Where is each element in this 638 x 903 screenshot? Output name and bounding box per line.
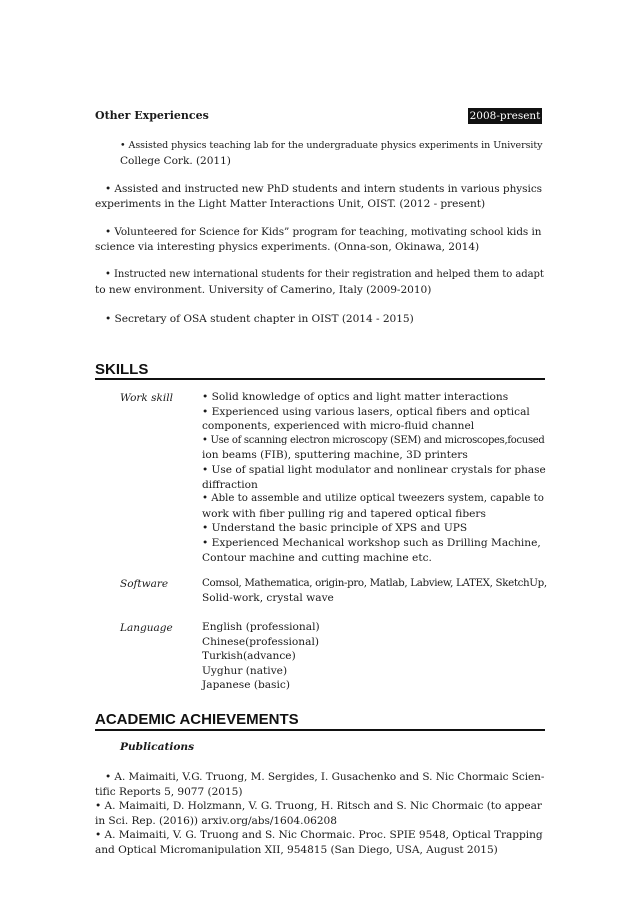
publication-line: • A. Maimaiti, D. Holzmann, V. G. Truong, H. Ritsch and S. Nic Chormaic (to appear <box>95 800 542 812</box>
other-experiences-title: Other Experiences <box>95 109 209 122</box>
publication-line: • A. Maimaiti, V. G. Truong and S. Nic Chormaic. Proc. SPIE 9548, Optical Trapping <box>95 829 543 841</box>
experience-line: • Instructed new international students for their registration and helped them to adapt <box>105 269 544 280</box>
work-skill-line: • Use of scanning electron microscopy (SEM) and microscopes,focused <box>202 434 545 446</box>
experience-line: • Volunteered for Science for Kids” program for teaching, motivating school kids in <box>105 226 542 238</box>
experience-line: science via interesting physics experiments. (Onna-son, Okinawa, 2014) <box>95 241 480 253</box>
language-line: English (professional) <box>202 621 320 633</box>
software-line: Comsol, Mathematica, origin-pro, Matlab, Labview, LATEX, SketchUp, <box>202 577 547 589</box>
language-line: Uyghur (native) <box>202 664 288 677</box>
experience-line: • Secretary of OSA student chapter in OIST (2014 - 2015) <box>105 313 414 325</box>
publication-line: in Sci. Rep. (2016)) arxiv.org/abs/1604.06208 <box>95 815 337 827</box>
software-line: Solid-work, crystal wave <box>202 591 334 604</box>
publication-line: • A. Maimaiti, V.G. Truong, M. Sergides, I. Gusachenko and S. Nic Chormaic Scien- <box>105 771 545 783</box>
work-skill-line: diffraction <box>202 478 258 491</box>
language-line: Japanese (basic) <box>202 679 290 692</box>
software-list <box>202 577 547 606</box>
work-skill-label: Work skill <box>120 392 173 404</box>
resume-page <box>95 0 545 903</box>
experience-line: • Assisted and instructed new PhD students and intern students in various physics <box>105 183 542 195</box>
date-badge: 2008-present <box>469 110 541 122</box>
publication-line: tific Reports 5, 9077 (2015) <box>95 786 243 798</box>
experience-line: College Cork. (2011) <box>120 155 231 167</box>
publication-line: and Optical Micromanipulation XII, 954815 (San Diego, USA, August 2015) <box>95 844 498 856</box>
work-skill-line: components, experienced with micro-fluid channel <box>202 420 475 433</box>
language-line: Turkish(advance) <box>202 650 296 663</box>
experience-line: to new environment. University of Camerino, Italy (2009-2010) <box>95 284 432 296</box>
experience-line: experiments in the Light Matter Interactions Unit, OIST. (2012 - present) <box>95 198 486 210</box>
work-skill-line: • Use of spatial light modulator and nonlinear crystals for phase <box>202 463 546 476</box>
language-list <box>202 621 547 694</box>
work-skill-line: • Able to assemble and utilize optical tweezers system, capable to <box>202 493 544 505</box>
skills-heading: SKILLS <box>95 361 149 378</box>
skills-rule <box>95 378 545 380</box>
work-skill-line: • Experienced Mechanical workshop such as Drilling Machine, <box>202 536 541 549</box>
academic-rule <box>95 729 545 731</box>
software-label: Software <box>120 578 169 590</box>
work-skill-line: ion beams (FIB), sputtering machine, 3D printers <box>202 449 468 462</box>
work-skill-line: • Understand the basic principle of XPS and UPS <box>202 522 468 535</box>
work-skill-line: • Experienced using various lasers, optical fibers and optical <box>202 405 530 418</box>
work-skill-line: Contour machine and cutting machine etc. <box>202 551 432 564</box>
language-label: Language <box>120 622 173 634</box>
publications-title: Publications <box>120 741 195 753</box>
academic-heading: ACADEMIC ACHIEVEMENTS <box>95 711 299 728</box>
work-skill-line: • Solid knowledge of optics and light matter interactions <box>202 391 509 403</box>
work-skill-list <box>202 391 547 566</box>
experience-line: • Assisted physics teaching lab for the undergraduate physics experiments in University <box>120 140 543 151</box>
work-skill-line: work with fiber pulling rig and tapered optical fibers <box>202 507 486 520</box>
language-line: Chinese(professional) <box>202 635 319 648</box>
